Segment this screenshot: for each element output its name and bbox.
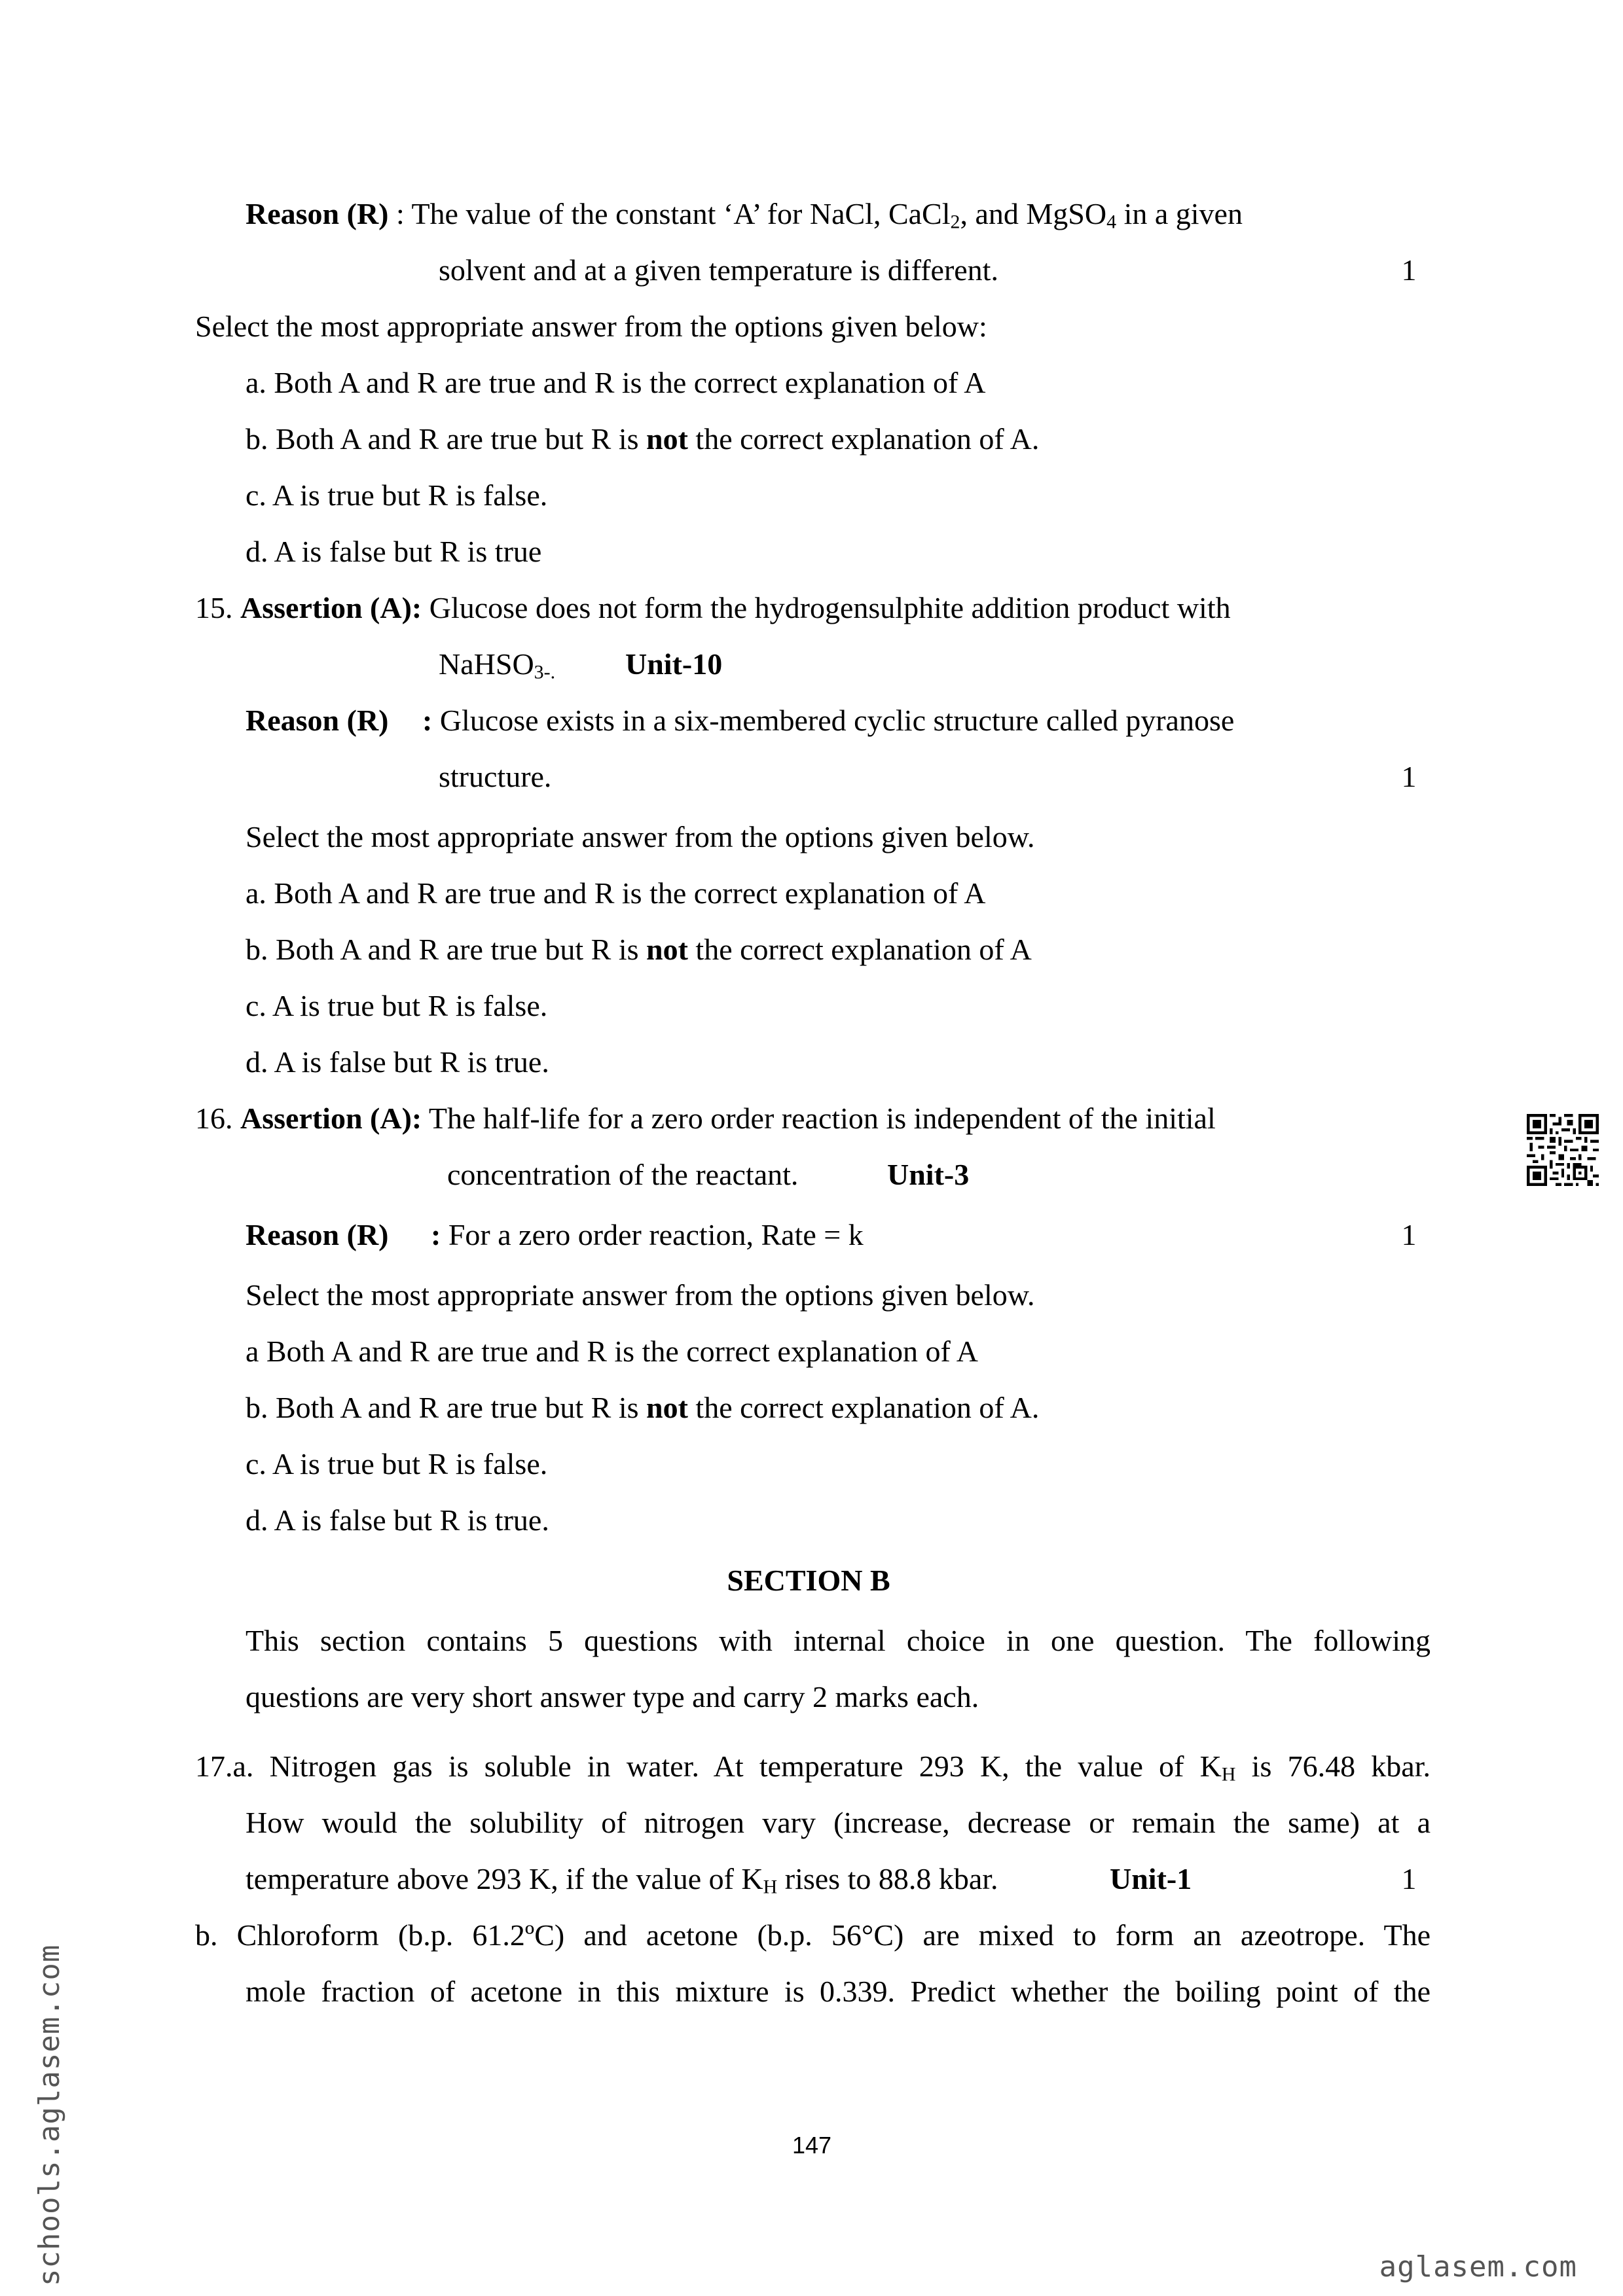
q14-reason-label: Reason (R) bbox=[246, 197, 389, 230]
q16-option-b-pre: b. Both A and R are true but R is bbox=[246, 1391, 647, 1424]
q15-assertion-sub: 3-. bbox=[534, 661, 556, 683]
q14-marks: 1 bbox=[1401, 253, 1417, 287]
q16-assertion-text: The half-life for a zero order reaction is independent of the initial bbox=[422, 1102, 1216, 1135]
q17-a-sub-2: H bbox=[763, 1876, 778, 1898]
q14-reason-text-b: , and MgSO bbox=[960, 197, 1107, 230]
q15-reason bbox=[246, 706, 388, 736]
q14-reason-text-c: in a given bbox=[1116, 197, 1243, 230]
q15-reason-label: Reason (R) bbox=[246, 704, 389, 737]
q16-marks: 1 bbox=[1401, 1218, 1417, 1251]
q17-a-line3-pre: temperature above 293 K, if the value of K bbox=[246, 1862, 763, 1895]
q14-sub-1: 2 bbox=[950, 211, 960, 233]
q15-reason-line2: structure. bbox=[439, 760, 552, 793]
q15-reason-text: Glucose exists in a six-membered cyclic structure called pyranose bbox=[432, 704, 1235, 737]
qr-code-icon[interactable] bbox=[1527, 1114, 1599, 1186]
q16-reason-text: For a zero order reaction, Rate = k bbox=[441, 1218, 864, 1251]
q15-option-c: c. A is true but R is false. bbox=[246, 989, 548, 1022]
q17-b-line1: b. Chloroform (b.p. 61.2ºC) and acetone (b.p. 56°C) are mixed to form an azeotrope. The bbox=[195, 1918, 1431, 1952]
q15-option-b-pre: b. Both A and R are true but R is bbox=[246, 933, 647, 966]
q15-option-a: a. Both A and R are true and R is the correct explanation of A bbox=[246, 876, 986, 910]
q14-option-d: d. A is false but R is true bbox=[246, 535, 542, 568]
q15-prompt: Select the most appropriate answer from the options given below. bbox=[246, 820, 1035, 853]
watermark-bottom: aglasem.com bbox=[1379, 2250, 1577, 2284]
q17-a-line3-post: rises to 88.8 kbar. bbox=[777, 1862, 998, 1895]
q15-assertion-text: Glucose does not form the hydrogensulphite addition product with bbox=[422, 591, 1231, 624]
q16-option-b-bold: not bbox=[646, 1391, 688, 1424]
q15-assertion bbox=[195, 593, 1231, 623]
q14-reason-sep: : bbox=[388, 197, 412, 230]
q15-assertion-label: Assertion (A): bbox=[240, 591, 422, 624]
q14-option-a: a. Both A and R are true and R is the correct explanation of A bbox=[246, 366, 986, 399]
q15-assertion-line2 bbox=[439, 647, 556, 683]
q16-prompt: Select the most appropriate answer from the options given below. bbox=[246, 1278, 1035, 1312]
q17-a-sub-1: H bbox=[1221, 1763, 1236, 1785]
q14-reason-line2: solvent and at a given temperature is different. bbox=[439, 253, 998, 287]
q17-b-line2: mole fraction of acetone in this mixture is 0.339. Predict whether the boiling point of the bbox=[246, 1975, 1431, 2008]
q16-option-b-post: the correct explanation of A. bbox=[687, 1391, 1040, 1424]
section-b-title: SECTION B bbox=[727, 1564, 890, 1597]
q14-prompt: Select the most appropriate answer from the options given below: bbox=[195, 310, 987, 343]
q14-option-c: c. A is true but R is false. bbox=[246, 478, 548, 512]
q15-option-b bbox=[246, 935, 1032, 965]
q15-option-b-bold: not bbox=[646, 933, 688, 966]
q14-option-b-post: the correct explanation of A. bbox=[687, 422, 1040, 456]
q15-assertion-formula: NaHSO bbox=[439, 647, 534, 681]
q14-option-b-pre: b. Both A and R are true but R is bbox=[246, 422, 647, 456]
q14-reason-text-a: The value of the constant ‘A’ for NaCl, CaCl bbox=[411, 197, 951, 230]
q16-reason-sep: : bbox=[431, 1218, 441, 1251]
q17-a-line1-post: is 76.48 kbar. bbox=[1235, 1749, 1431, 1783]
section-b-intro-line1: This section contains 5 questions with internal choice in one question. The following bbox=[246, 1624, 1431, 1657]
q16-assertion-line2: concentration of the reactant. bbox=[447, 1158, 799, 1191]
q15-reason-text-line bbox=[422, 706, 1234, 736]
q17-a-line1 bbox=[195, 1749, 1431, 1785]
q16-reason-label: Reason (R) bbox=[246, 1218, 389, 1251]
page-number: 147 bbox=[792, 2132, 832, 2159]
q17-a-line2: How would the solubility of nitrogen vary (increase, decrease or remain the same) at a bbox=[246, 1806, 1431, 1839]
q17-marks: 1 bbox=[1401, 1862, 1417, 1895]
q16-option-d: d. A is false but R is true. bbox=[246, 1503, 549, 1537]
q15-reason-sep: : bbox=[422, 704, 433, 737]
q16-reason bbox=[246, 1220, 388, 1250]
q14-reason-line bbox=[246, 197, 1243, 233]
q16-option-c: c. A is true but R is false. bbox=[246, 1447, 548, 1480]
q16-number: 16. bbox=[195, 1102, 233, 1135]
q17-number: 17. bbox=[195, 1749, 233, 1783]
q17-a-line3 bbox=[246, 1862, 998, 1898]
q15-option-d: d. A is false but R is true. bbox=[246, 1045, 549, 1079]
q17-a-line1-text bbox=[232, 1749, 1431, 1785]
q16-option-a: a Both A and R are true and R is the correct explanation of A bbox=[246, 1335, 979, 1368]
q17-a-line1-pre: a. Nitrogen gas is soluble in water. At temperature 293 K, the value of K bbox=[232, 1749, 1222, 1783]
watermark-side: schools.aglasem.com bbox=[33, 1944, 66, 2286]
q15-unit: Unit-10 bbox=[625, 647, 723, 681]
q16-unit: Unit-3 bbox=[887, 1158, 970, 1191]
q15-number: 15. bbox=[195, 591, 233, 624]
q14-option-b-bold: not bbox=[646, 422, 688, 456]
q15-option-b-post: the correct explanation of A bbox=[687, 933, 1032, 966]
q16-assertion-label: Assertion (A): bbox=[240, 1102, 422, 1135]
q16-assertion bbox=[195, 1103, 1216, 1134]
q16-reason-text-line bbox=[431, 1220, 864, 1250]
q14-sub-2: 4 bbox=[1106, 211, 1117, 233]
q17-unit: Unit-1 bbox=[1110, 1862, 1192, 1895]
q16-option-b bbox=[246, 1393, 1039, 1423]
q15-marks: 1 bbox=[1401, 760, 1417, 793]
q14-option-b bbox=[246, 424, 1039, 454]
section-b-intro-line2: questions are very short answer type and carry 2 marks each. bbox=[246, 1680, 979, 1713]
